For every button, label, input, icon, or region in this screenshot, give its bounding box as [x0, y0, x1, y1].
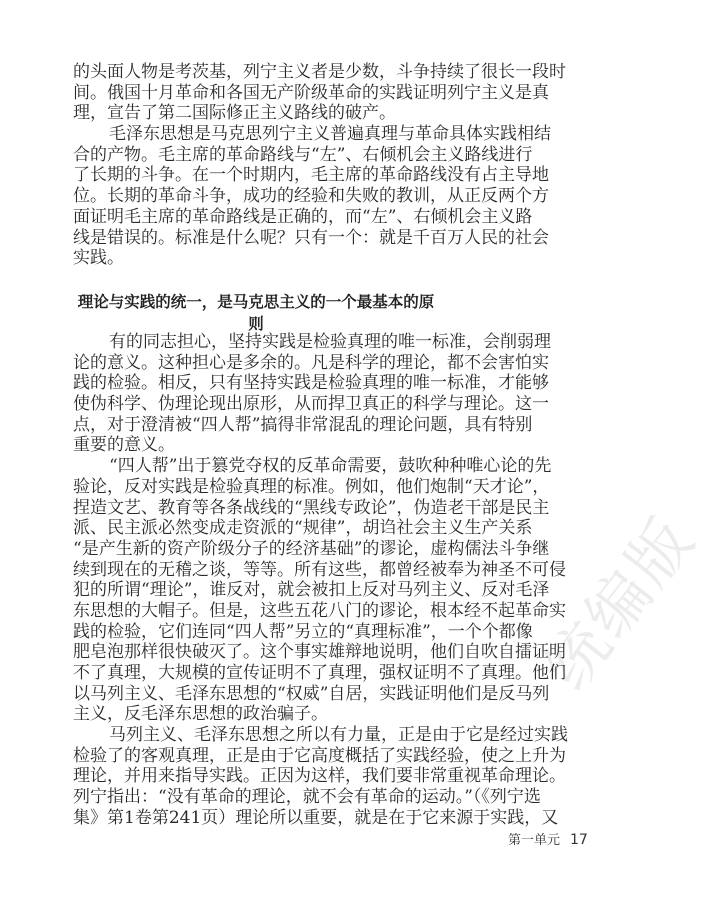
unit-label: 第一单元 [508, 833, 561, 848]
text-line: 续到现在的无稽之谈，等等。所有这些，都曾经被奉为神圣不可侵 [73, 559, 566, 580]
body-text-top [73, 62, 566, 269]
text-line: 点，对于澄清被“四人帮”搞得非常混乱的理论问题，具有特别 [73, 414, 533, 435]
text-line: 践的检验，它们连同“四人帮”另立的“真理标准”，一个个都像 [73, 621, 533, 642]
text-line: 重要的意义。 [73, 435, 175, 456]
text-line: 论的意义。这种担心是多余的。凡是科学的理论，都不会害怕实 [73, 352, 549, 373]
text-line: 理，宣告了第二国际修正主义路线的破产。 [73, 103, 396, 124]
text-line: 的头面人物是考茨基，列宁主义者是少数，斗争持续了很长一段时 [73, 62, 566, 82]
text-line: 列宁指出：“没有革命的理论，就不会有革命的运动。”（《列宁选 [73, 787, 541, 808]
text-line: 理论，并用来指导实践。正因为这样，我们要非常重视革命理论。 [73, 766, 566, 787]
text-line: “四人帮”出于篡党夺权的反革命需要，鼓吹种种唯心论的先 [109, 456, 552, 477]
text-line: 有的同志担心，坚持实践是检验真理的唯一标准，会削弱理 [109, 332, 551, 352]
text-line: “是产生新的资产阶级分子的经济基础”的谬论，虚构儒法斗争继 [73, 538, 550, 559]
text-line: 验论，反对实践是检验真理的标准。例如，他们炮制“天才论”， [73, 476, 550, 497]
text-line: 主义，反毛泽东思想的政治骗子。 [73, 704, 328, 725]
text-line: 东思想的大帽子。但是，这些五花八门的谬论，根本经不起革命实 [73, 600, 566, 621]
text-line: 面证明毛主席的革命路线是正确的，而“左”、右倾机会主义路 [73, 206, 533, 227]
text-line: 以马列主义、毛泽东思想的“权威”自居，实践证明他们是反马列 [73, 683, 550, 704]
paragraph [73, 124, 551, 269]
paragraph [73, 62, 566, 124]
text-line: 线是错误的。标准是什么呢？只有一个：就是千百万人民的社会 [73, 227, 549, 248]
text-line: 位。长期的革命斗争，成功的经验和失败的教训，从正反两个方 [73, 186, 549, 207]
text-line: 不了真理，大规模的宣传证明不了真理，强权证明不了真理。他们 [73, 663, 566, 683]
paragraph [73, 725, 568, 828]
text-line: 肥皂泡那样很快破灭了。这个事实雄辩地说明，他们自吹自擂证明 [73, 642, 566, 663]
text-line: 派、民主派必然变成走资派的“规律”，胡诌社会主义生产关系 [73, 518, 533, 539]
text-line: 践的检验。相反，只有坚持实践是检验真理的唯一标准，才能够 [73, 373, 549, 394]
paragraph [73, 332, 551, 456]
watermark: 统编版 [530, 501, 710, 703]
page-footer [508, 829, 588, 848]
text-line: 检验了的客观真理，正是由于它高度概括了实践经验，使之上升为 [73, 745, 566, 766]
paragraph [73, 456, 566, 725]
text-line: 捏造文艺、教育等各条战线的“黑线专政论”，伪造老干部是民主 [73, 497, 550, 518]
text-line: 犯的所谓“理论”，谁反对，就会被扣上反对马列主义、反对毛泽 [73, 580, 550, 601]
text-line: 使伪科学、伪理论现出原形，从而捍卫真正的科学与理论。这一 [73, 394, 549, 415]
text-line: 马列主义、毛泽东思想之所以有力量，正是由于它是经过实践 [109, 725, 568, 746]
text-line: 合的产物。毛主席的革命路线与“左”、右倾机会主义路线进行 [73, 144, 533, 165]
text-line: 集》第1卷第241页）理论所以重要，就是在于它来源于实践，又 [73, 807, 559, 828]
body-text-bottom [73, 332, 568, 829]
page-number: 17 [570, 832, 588, 848]
text-line: 毛泽东思想是马克思列宁主义普遍真理与革命具体实践相结 [109, 124, 551, 145]
text-line: 了长期的斗争。在一个时期内，毛主席的革命路线没有占主导地 [73, 165, 549, 186]
text-line: 实践。 [73, 248, 124, 269]
section-heading: 理论与实践的统一，是马克思主义的一个最基本的原则 [77, 293, 435, 333]
text-line: 间。俄国十月革命和各国无产阶级革命的实践证明列宁主义是真 [73, 82, 549, 103]
